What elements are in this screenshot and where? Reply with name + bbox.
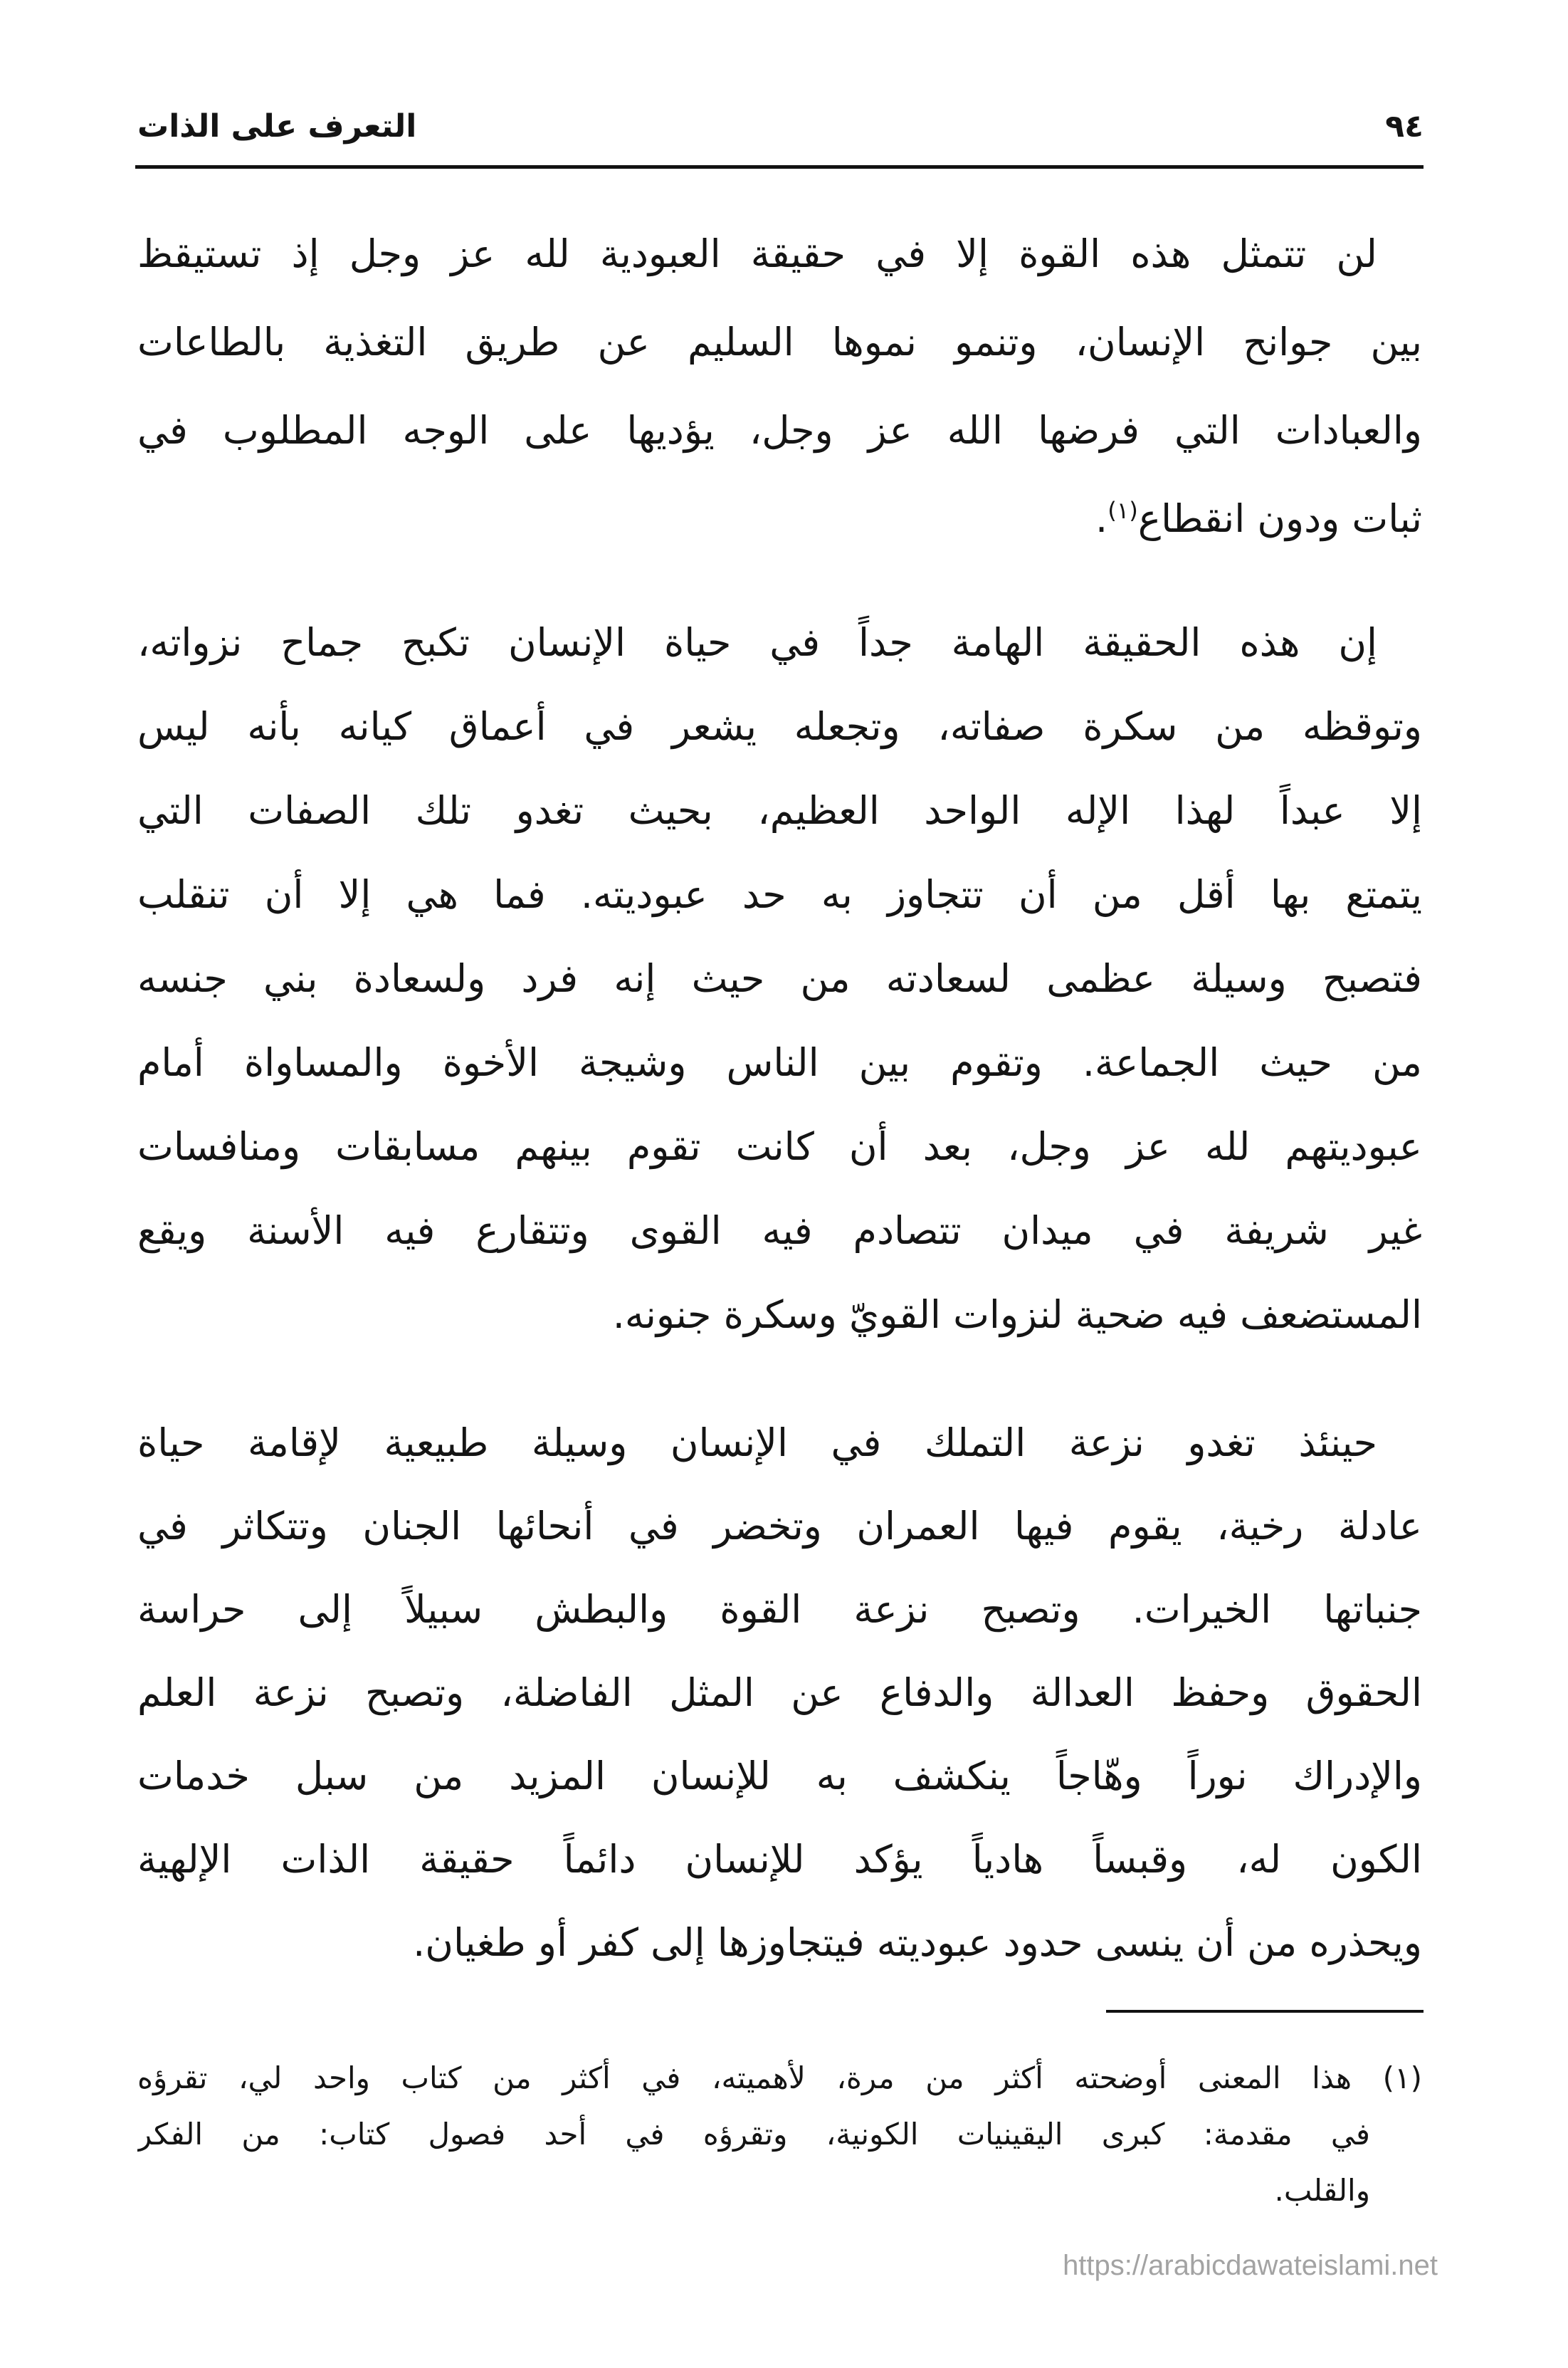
text-line: حينئذ تغدو نزعة التملك في الإنسان وسيلة طبيعية لإقامة حياة xyxy=(137,1420,1377,1465)
footnote-line: في مقدمة: كبرى اليقينيات الكونية، وتقرؤه في أحد فصول كتاب: من الفكر xyxy=(137,2117,1370,2152)
text-line: المستضعف فيه ضحية لنزوات القويّ وسكرة جنونه. xyxy=(612,1292,1422,1337)
watermark-url: https://arabicdawateislami.net xyxy=(1063,2250,1438,2281)
footnote-text: هذا المعنى أوضحته أكثر من مرة، لأهميته، في أكثر من كتاب واحد لي، تقرؤه xyxy=(137,2060,1352,2095)
page-number: ٩٤ xyxy=(1385,108,1424,145)
paragraph xyxy=(137,210,1422,563)
footnote-rule xyxy=(1106,2010,1424,2013)
text-line: فتصبح وسيلة عظمى لسعادته من حيث إنه فرد ولسعادة بني جنسه xyxy=(137,956,1422,1001)
line-text: ثبات ودون انقطاع xyxy=(1137,496,1422,541)
line-trailing-punctuation: . xyxy=(1095,496,1108,541)
footnote-marker: (١) xyxy=(1382,2060,1422,2095)
footnote-reference: (١) xyxy=(1107,497,1138,524)
paragraph xyxy=(137,601,1422,1357)
text-line: جنباتها الخيرات. وتصبح نزعة القوة والبطش سبيلاً إلى حراسة xyxy=(137,1587,1422,1632)
footnote-line: والقلب. xyxy=(1274,2173,1370,2208)
text-line: يتمتع بها أقل من أن تتجاوز به حد عبوديته. فما هي إلا أن تنقلب xyxy=(137,872,1422,917)
text-line: الحقوق وحفظ العدالة والدفاع عن المثل الفاضلة، وتصبح نزعة العلم xyxy=(137,1670,1422,1715)
footnote-line xyxy=(137,2050,1422,2106)
text-line: لن تتمثل هذه القوة إلا في حقيقة العبودية لله عز وجل إذ تستيقظ xyxy=(137,231,1377,276)
text-line: بين جوانح الإنسان، وتنمو نموها السليم عن طريق التغذية بالطاعات xyxy=(137,320,1422,365)
text-line: غير شريفة في ميدان تتصادم فيه القوى وتتقارع فيه الأسنة ويقع xyxy=(137,1208,1422,1253)
text-line: عبوديتهم لله عز وجل، بعد أن كانت تقوم بينهم مسابقات ومنافسات xyxy=(137,1124,1422,1169)
text-line: الكون له، وقبساً هادياً يؤكد للإنسان دائماً حقيقة الذات الإلهية xyxy=(137,1837,1422,1882)
header-rule xyxy=(135,165,1424,169)
text-line: عادلة رخية، يقوم فيها العمران وتخضر في أنحائها الجنان وتتكاثر في xyxy=(137,1504,1422,1549)
text-line: وتوقظه من سكرة صفاته، وتجعله يشعر في أعماق كيانه بأنه ليس xyxy=(137,704,1422,749)
text-line: ويحذره من أن ينسى حدود عبوديته فيتجاوزها إلى كفر أو طغيان. xyxy=(413,1920,1422,1965)
text-line: والإدراك نوراً وهّاجاً ينكشف به للإنسان المزيد من سبل خدمات xyxy=(137,1754,1422,1798)
text-line: إلا عبداً لهذا الإله الواحد العظيم، بحيث تغدو تلك الصفات التي xyxy=(137,788,1422,833)
text-line: من حيث الجماعة. وتقوم بين الناس وشيجة الأخوة والمساواة أمام xyxy=(137,1040,1422,1085)
text-line: والعبادات التي فرضها الله عز وجل، يؤديها على الوجه المطلوب في xyxy=(137,408,1422,453)
text-line xyxy=(137,475,1422,563)
paragraph xyxy=(137,1401,1422,1984)
text-line: إن هذه الحقيقة الهامة جداً في حياة الإنسان تكبح جماح نزواته، xyxy=(137,620,1377,665)
running-title: التعرف على الذات xyxy=(137,108,417,145)
footnote xyxy=(137,2050,1422,2218)
